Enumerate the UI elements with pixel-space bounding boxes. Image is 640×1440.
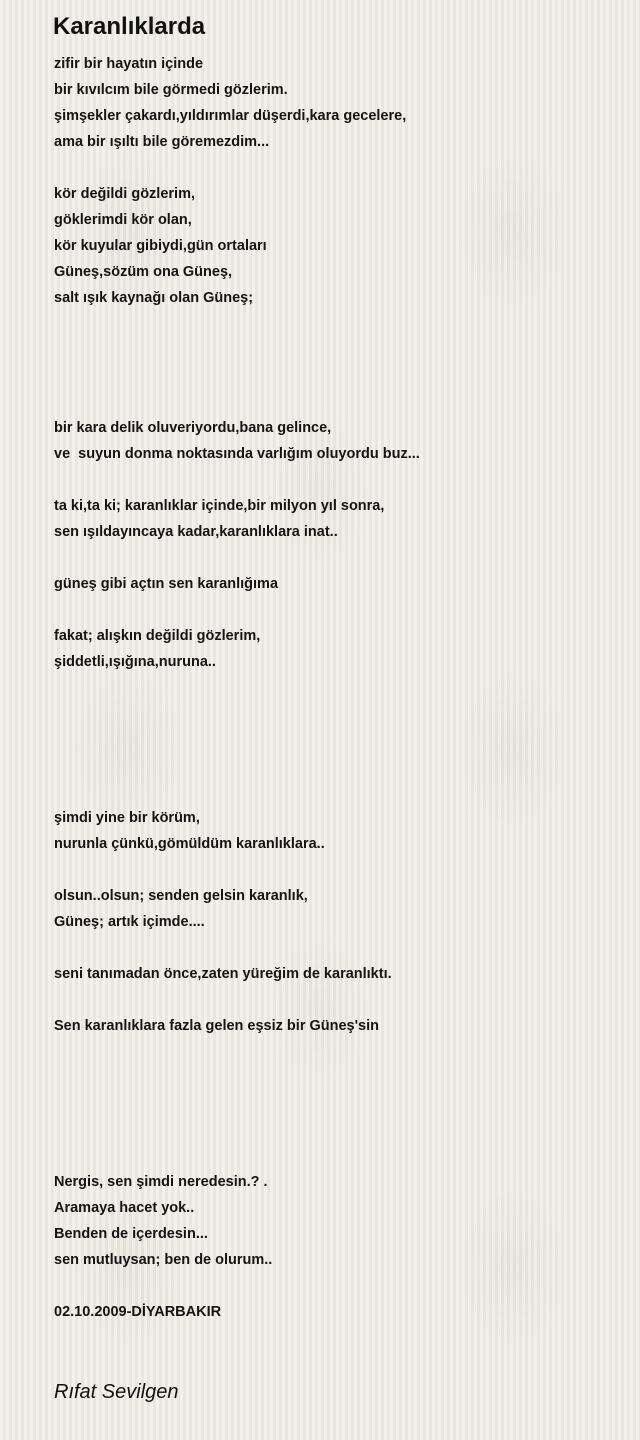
stanza-gap [54, 363, 624, 389]
stanza-gap [54, 675, 624, 701]
stanza-gap [54, 545, 624, 571]
poem-line: nurunla çünkü,gömüldüm karanlıklara.. [54, 836, 325, 852]
stanza-gap [54, 1273, 624, 1299]
stanza-gap [54, 597, 624, 623]
poem-line: şiddetli,ışığına,nuruna.. [54, 654, 216, 670]
poem-line: göklerimdi kör olan, [54, 212, 192, 228]
poem-line: olsun..olsun; senden gelsin karanlık, [54, 888, 308, 904]
stanza-gap [54, 701, 624, 727]
poem-author: Rıfat Sevilgen [54, 1381, 179, 1403]
stanza-gap [54, 311, 624, 337]
poem-line: salt ışık kaynağı olan Güneş; [54, 290, 254, 306]
poem-body [54, 51, 624, 1325]
stanza-gap [54, 1039, 624, 1065]
stanza-gap [54, 753, 624, 779]
poem-line: bir kıvılcım bile görmedi gözlerim. [54, 82, 288, 98]
poem-date-place: 02.10.2009-DİYARBAKIR [54, 1304, 222, 1320]
poem-title: Karanlıklarda [53, 13, 206, 40]
poem-line: ama bir ışıltı bile göremezdim... [54, 134, 270, 150]
poem-line: ve suyun donma noktasında varlığım oluyordu buz... [54, 446, 420, 462]
poem-line: ta ki,ta ki; karanlıklar içinde,bir milyon yıl sonra, [54, 498, 385, 514]
stanza [54, 1299, 624, 1325]
poem-line: zifir bir hayatın içinde [54, 56, 204, 72]
stanza [54, 883, 624, 935]
stanza-gap [54, 779, 624, 805]
poem-line: şimdi yine bir körüm, [54, 810, 200, 826]
stanza [54, 623, 624, 675]
poem-line: Sen karanlıklara fazla gelen eşsiz bir Güneş'sin [54, 1018, 380, 1034]
poem-line: kör değildi gözlerim, [54, 186, 195, 202]
stanza-gap [54, 155, 624, 181]
stanza [54, 1013, 624, 1039]
poem-line: Güneş,sözüm ona Güneş, [54, 264, 233, 280]
poem-line: şimşekler çakardı,yıldırımlar düşerdi,kara gecelere, [54, 108, 407, 124]
stanza-gap [54, 1117, 624, 1143]
stanza-gap [54, 1143, 624, 1169]
poem-line: kör kuyular gibiydi,gün ortaları [54, 238, 267, 254]
poem-line: Güneş; artık içimde.... [54, 914, 205, 930]
stanza-gap [54, 389, 624, 415]
poem-line: Benden de içerdesin... [54, 1226, 208, 1242]
stanza [54, 961, 624, 987]
poem-line: Nergis, sen şimdi neredesin.? . [54, 1174, 268, 1190]
stanza [54, 51, 624, 155]
stanza-gap [54, 1065, 624, 1091]
stanza [54, 1169, 624, 1273]
stanza-gap [54, 935, 624, 961]
poem-line: sen mutluysan; ben de olurum.. [54, 1252, 273, 1268]
stanza [54, 805, 624, 857]
stanza-gap [54, 1091, 624, 1117]
stanza-gap [54, 987, 624, 1013]
poem-line: sen ışıldayıncaya kadar,karanlıklara inat.. [54, 524, 338, 540]
poem-line: Aramaya hacet yok.. [54, 1200, 195, 1216]
stanza-gap [54, 467, 624, 493]
stanza [54, 493, 624, 545]
stanza-gap [54, 337, 624, 363]
poem-line: seni tanımadan önce,zaten yüreğim de karanlıktı. [54, 966, 392, 982]
poem-line: fakat; alışkın değildi gözlerim, [54, 628, 261, 644]
poem-line: güneş gibi açtın sen karanlığıma [54, 576, 279, 592]
poem-line: bir kara delik oluveriyordu,bana gelince, [54, 420, 332, 436]
stanza [54, 415, 624, 467]
stanza-gap [54, 727, 624, 753]
stanza [54, 571, 624, 597]
stanza-gap [54, 857, 624, 883]
stanza [54, 181, 624, 311]
